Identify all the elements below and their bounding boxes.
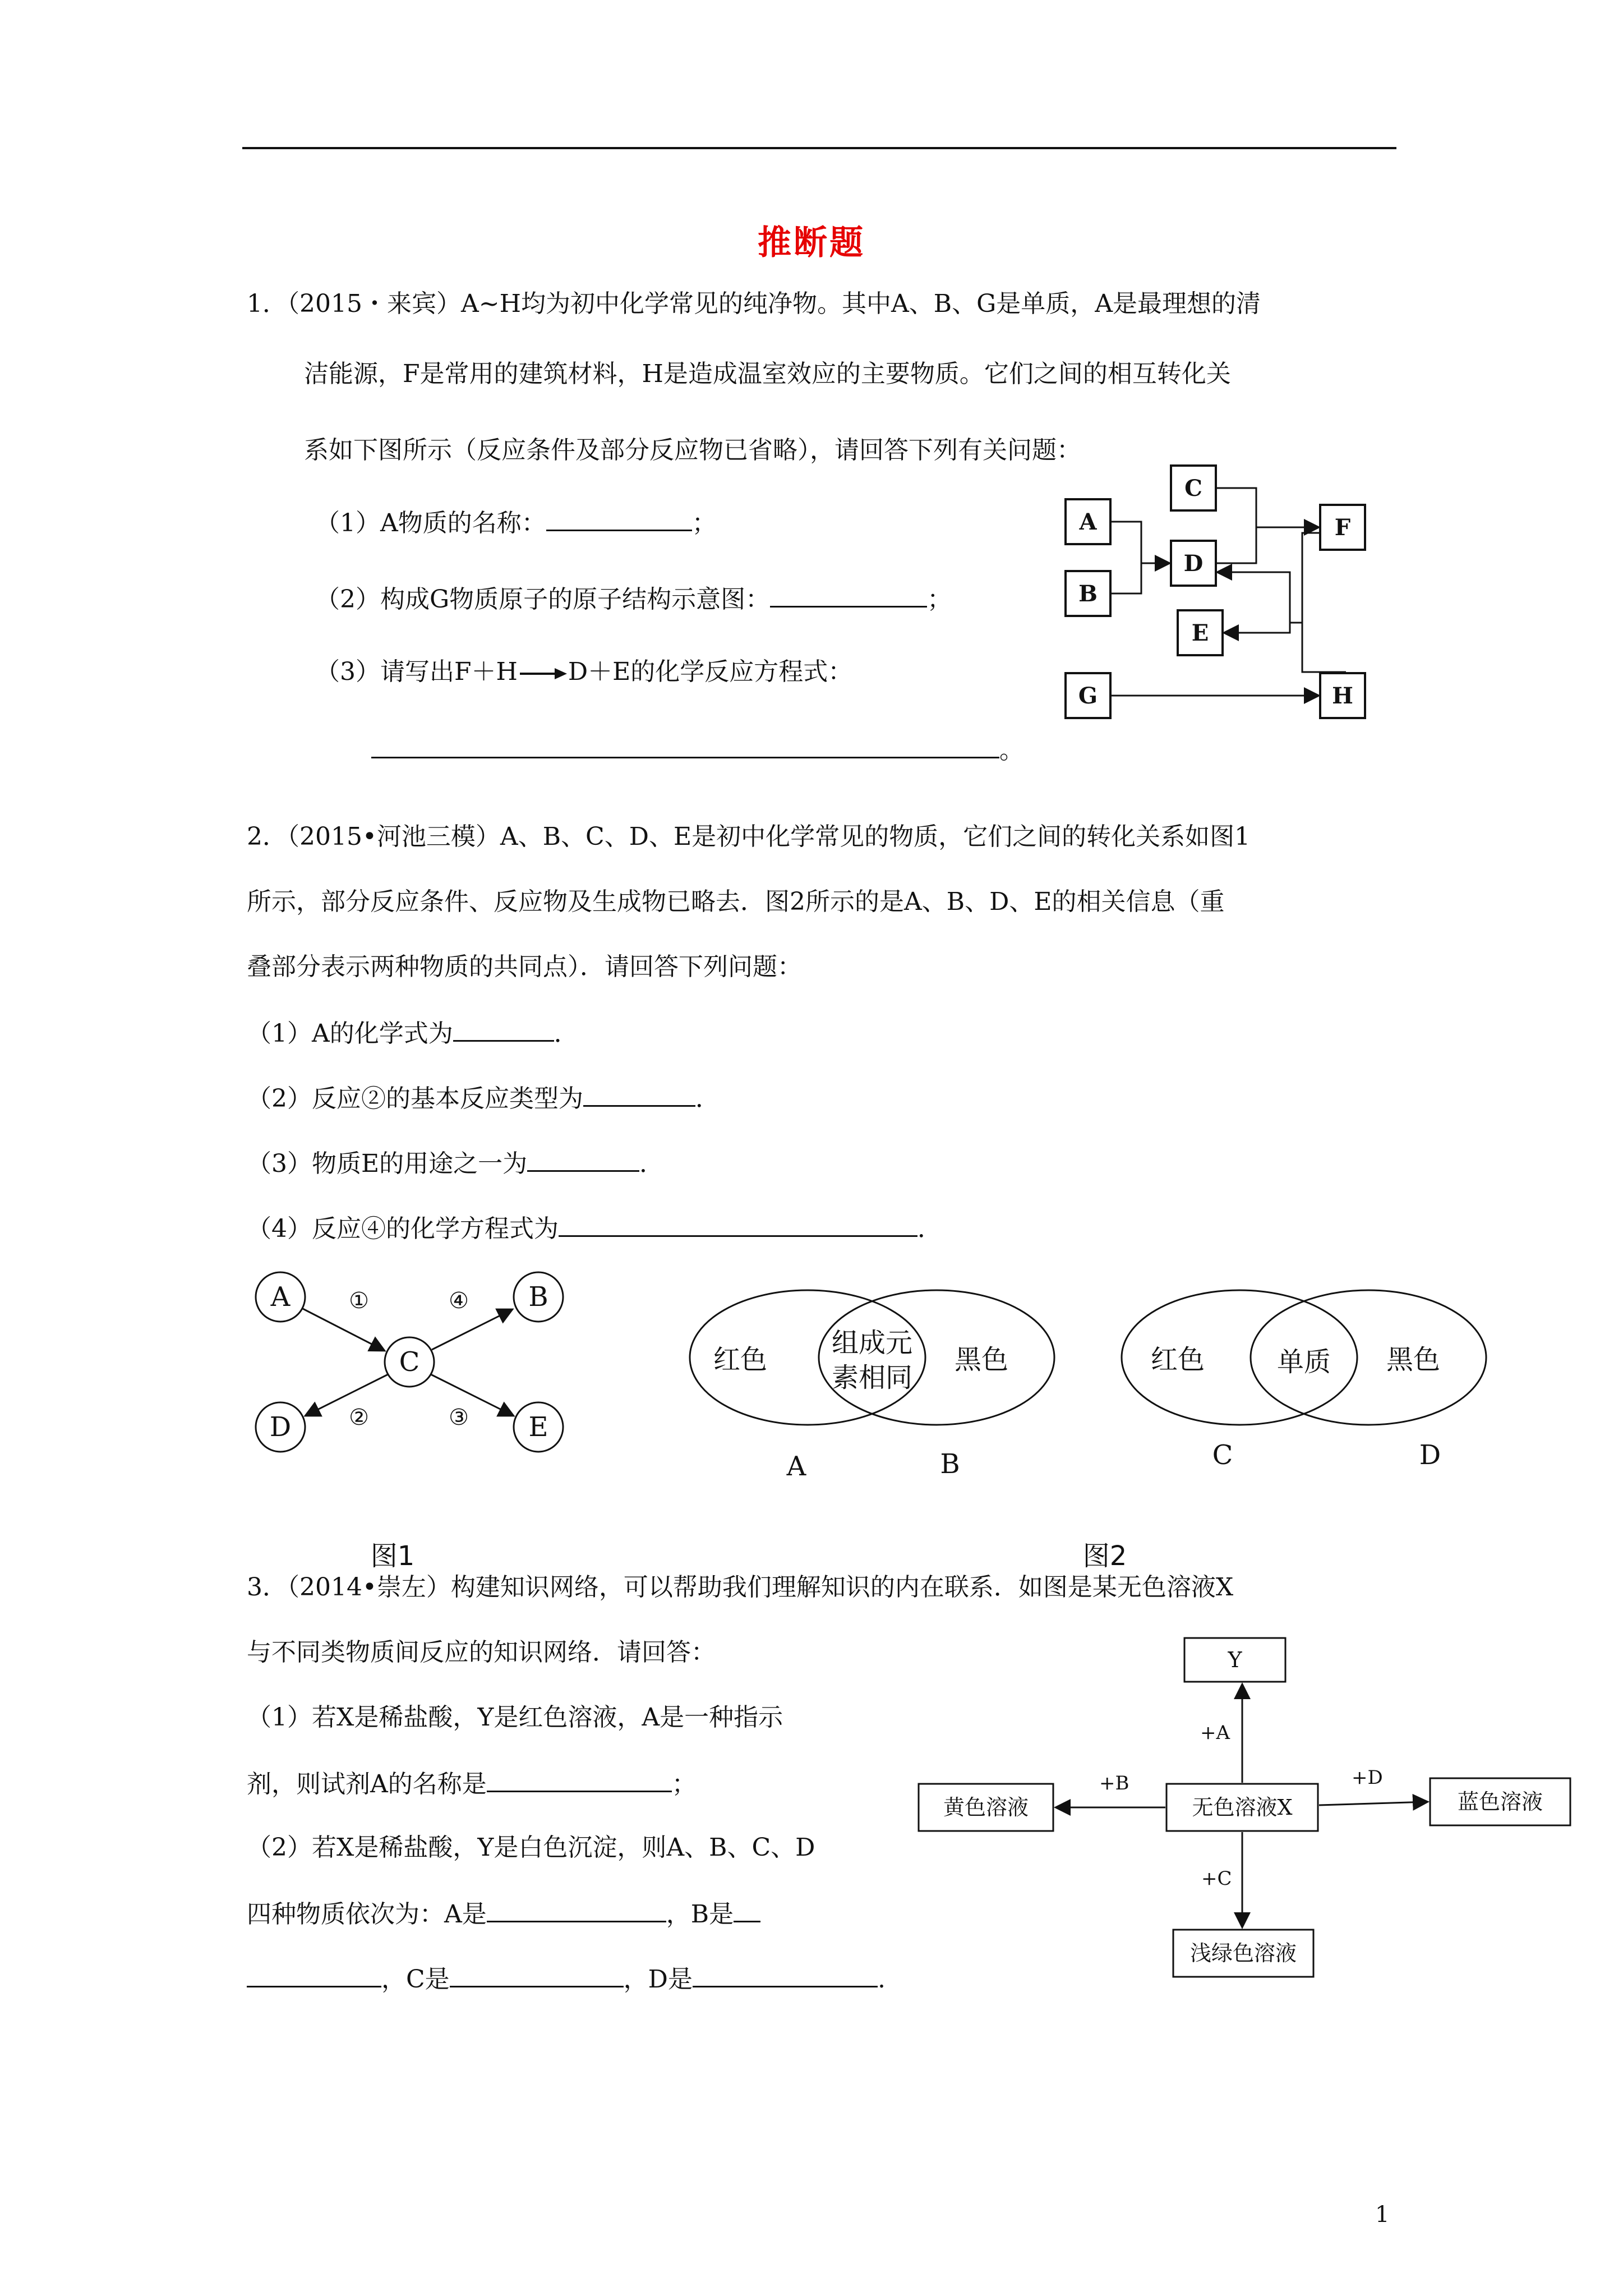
q1-box-h-label: H: [1332, 683, 1353, 709]
q1-box-b-label: B: [1078, 581, 1098, 607]
q1-sub1-end: ；: [691, 509, 717, 537]
q1-sub2: [315, 581, 952, 616]
q1-answer-blank-2[interactable]: [770, 581, 927, 608]
q2-sub1-text: （1）A的化学式为: [247, 1019, 453, 1048]
q3-arrow-label-b: +B: [1099, 1772, 1129, 1795]
q3-sub2-c: [247, 1961, 886, 1996]
q2-sub1: [247, 1015, 579, 1051]
q2-sub3: [247, 1145, 664, 1181]
q3-arrow-label-a: +A: [1200, 1722, 1230, 1744]
fig2-caption: 图2: [1082, 1540, 1127, 1572]
q1-line1: 1．（2015・来宾）A~H均为初中化学常见的纯净物。其中A、B、G是单质，A是最理想的清: [247, 289, 1261, 318]
fig1-step-1: ①: [349, 1288, 369, 1314]
q3-box-center-label: 无色溶液X: [1192, 1795, 1293, 1820]
q3-sub1-a: （1）若X是稀盐酸，Y是红色溶液，A是一种指示: [247, 1703, 783, 1732]
q2-sub3-text: （3）物质E的用途之一为: [247, 1149, 528, 1178]
q1-conversion-diagram: [1043, 460, 1391, 735]
venn2-label-c: C: [1212, 1439, 1233, 1471]
q1-line3: 系如下图所示（反应条件及部分反应物已省略），请回答下列有关问题：: [304, 436, 1081, 464]
q1-sub2-text: （2）构成G物质原子的原子结构示意图：: [315, 585, 771, 614]
q3-answer-blank-1[interactable]: [487, 1766, 672, 1792]
q2-answer-blank-1[interactable]: [453, 1015, 554, 1042]
q3-sub2-end: .: [877, 1965, 886, 1994]
venn1-right-text: 黑色: [954, 1344, 1009, 1375]
q3-knowledge-network-diagram: [914, 1627, 1587, 1986]
q3-line2: 与不同类物质间反应的知识网络．请回答：: [247, 1638, 716, 1667]
q1-sub2-end: ；: [927, 585, 952, 614]
q2-sub4-period: ．: [917, 1214, 942, 1243]
q3-answer-blank-a[interactable]: [487, 1896, 666, 1922]
q1-sub3-text-a: （3）请写出F＋H: [315, 657, 518, 686]
venn2-left-text: 红色: [1150, 1344, 1205, 1375]
q1-sub3-end: 。: [999, 736, 1024, 765]
venn2-label-d: D: [1419, 1439, 1441, 1471]
reaction-arrow-icon: [518, 665, 568, 682]
q3-arrow-label-d: +D: [1352, 1766, 1383, 1789]
q3-arrow-label-c: +C: [1201, 1867, 1232, 1890]
fig1-node-e-label: E: [528, 1411, 548, 1443]
q2-sub2-text: （2）反应②的基本反应类型为: [247, 1084, 583, 1113]
q1-box-g-label: G: [1078, 683, 1098, 709]
q3-line1: 3．（2014•崇左）构建知识网络，可以帮助我们理解知识的内在联系．如图是某无色溶液X: [247, 1573, 1234, 1602]
q2-answer-blank-3[interactable]: [527, 1145, 639, 1172]
q1-answer-blank-1[interactable]: [546, 505, 692, 531]
fig1-node-b-label: B: [528, 1281, 548, 1313]
fig1-node-c-label: C: [399, 1346, 420, 1378]
q2-answer-blank-2[interactable]: [583, 1080, 695, 1107]
q1-box-f-label: F: [1334, 514, 1351, 541]
q1-sub1: [315, 505, 717, 540]
q2-line3: 叠部分表示两种物质的共同点）．请回答下列问题：: [247, 953, 802, 981]
q1-line2: 洁能源，F是常用的建筑材料，H是造成温室效应的主要物质。它们之间的相互转化关: [304, 360, 1231, 388]
q2-figure-1: [241, 1262, 589, 1576]
q3-sub1-b-text: 剂，则试剂A的名称是: [247, 1770, 487, 1798]
q2-figure-2: [662, 1279, 1503, 1576]
q2-answer-blank-4[interactable]: [559, 1211, 917, 1237]
q2-line2: 所示，部分反应条件、反应物及生成物已略去．图2所示的是A、B、D、E的相关信息（重: [247, 887, 1225, 916]
q1-box-e-label: E: [1191, 620, 1209, 646]
q3-answer-blank-b[interactable]: [247, 1961, 381, 1987]
q3-answer-blank-c[interactable]: [450, 1961, 624, 1987]
q3-answer-blank-d[interactable]: [693, 1961, 878, 1987]
fig1-caption: 图1: [370, 1540, 415, 1572]
q3-answer-blank-b-start[interactable]: [734, 1896, 760, 1922]
q3-box-y-label: Y: [1228, 1648, 1242, 1672]
q2-sub2: [247, 1080, 720, 1116]
q3-box-right-label: 蓝色溶液: [1457, 1789, 1543, 1814]
q1-sub3: [315, 655, 852, 689]
q3-box-bottom-label: 浅绿色溶液: [1189, 1941, 1297, 1966]
fig1-node-a-label: A: [270, 1281, 291, 1313]
fig1-node-d-label: D: [269, 1411, 292, 1443]
q1-box-c-label: C: [1184, 475, 1202, 501]
q1-sub1-text: （1）A物质的名称：: [315, 509, 546, 537]
q1-sub3-text-b: D＋E的化学反应方程式：: [568, 657, 853, 686]
page-title: 推断题: [758, 223, 865, 263]
venn2-right-text: 黑色: [1386, 1344, 1441, 1375]
q1-answer-blank-3[interactable]: [371, 732, 999, 758]
fig1-step-2: ②: [349, 1405, 369, 1430]
page-number: 1: [1375, 2202, 1390, 2228]
q2-sub1-period: ．: [554, 1019, 579, 1048]
q1-box-d-label: D: [1183, 550, 1204, 577]
venn1-middle-text-2: 素相同: [831, 1362, 913, 1393]
q2-sub4: [247, 1211, 942, 1246]
q3-sub2-b: [247, 1896, 760, 1931]
fig1-step-3: ③: [449, 1405, 469, 1430]
venn1-label-a: A: [786, 1451, 806, 1482]
fig1-step-4: ④: [449, 1288, 469, 1314]
venn1-middle-text-1: 组成元: [831, 1327, 913, 1359]
q3-sub2-b-text: 四种物质依次为：A是: [247, 1900, 487, 1929]
venn1-label-b: B: [940, 1448, 960, 1480]
q1-sub3-answer: [371, 732, 1024, 767]
q3-sub2-a: （2）若X是稀盐酸，Y是白色沉淀，则A、B、C、D: [247, 1833, 815, 1862]
venn2-middle-text: 单质: [1276, 1346, 1331, 1378]
q1-box-a-label: A: [1079, 509, 1097, 535]
q3-sub2-b-mid: ，B是: [666, 1900, 734, 1929]
q3-sub2-c-d: ，D是: [623, 1965, 693, 1994]
q2-sub4-text: （4）反应④的化学方程式为: [247, 1214, 559, 1243]
q3-sub2-c-c: ，C是: [381, 1965, 450, 1994]
header-rule: [242, 147, 1396, 149]
q3-sub1-end: ；: [671, 1770, 697, 1798]
venn1-left-text: 红色: [713, 1344, 768, 1375]
q3-sub1-b: [247, 1766, 697, 1801]
q2-sub2-period: ．: [695, 1084, 720, 1113]
q2-sub3-period: ．: [639, 1149, 665, 1178]
q2-line1: 2．（2015•河池三模）A、B、C、D、E是初中化学常见的物质，它们之间的转化关系如图1: [247, 822, 1251, 851]
q3-box-left-label: 黄色溶液: [943, 1795, 1029, 1820]
